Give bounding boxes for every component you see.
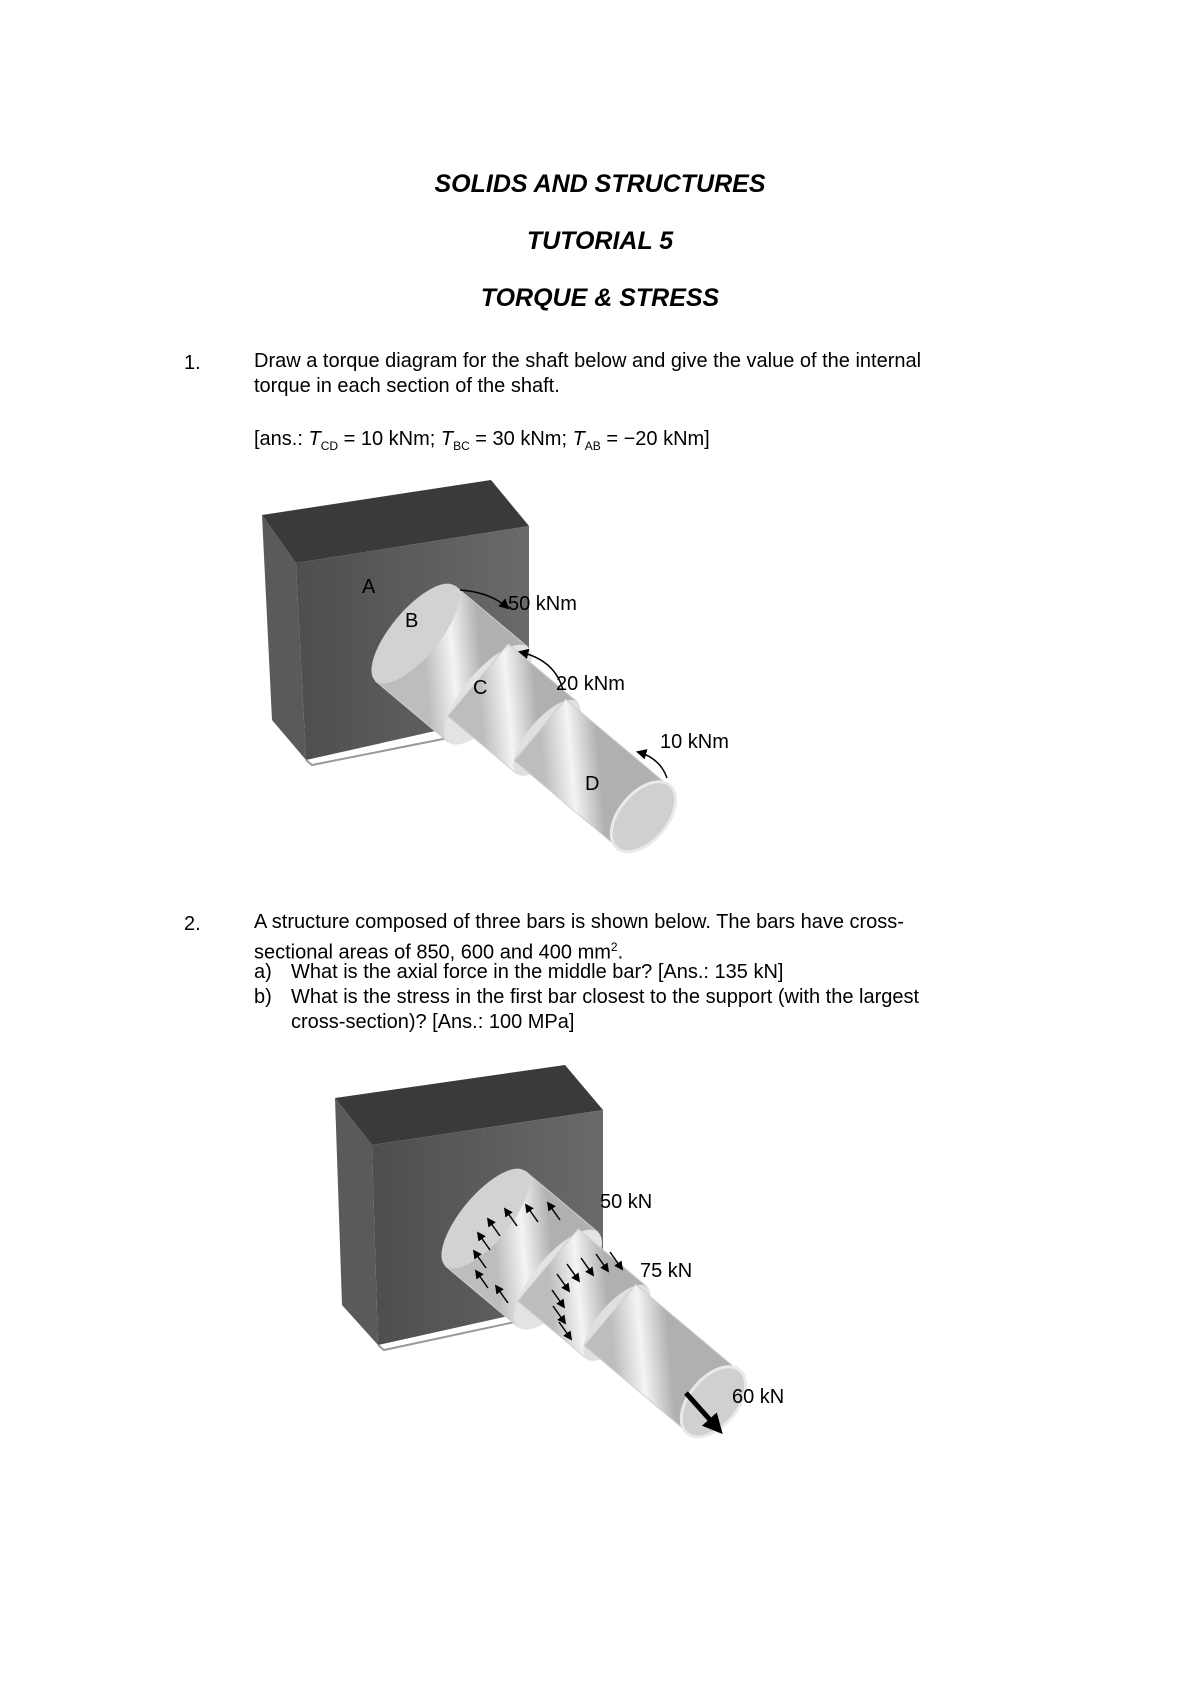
force-label-75: 75 kN — [640, 1260, 693, 1282]
question-2-line-2-end: . — [617, 941, 624, 964]
torque-label-10: 10 kNm — [660, 731, 729, 753]
area-unit-superscript: 2 — [610, 940, 618, 954]
point-label-d: D — [585, 773, 600, 795]
torque-value-bc: = 30 kNm; — [469, 428, 573, 450]
question-2-line-1: A structure composed of three bars is shown below. The bars have cross- — [254, 911, 904, 933]
force-label-50: 50 kN — [600, 1191, 653, 1213]
question-2b-line-2: cross-section)? [Ans.: 100 MPa] — [291, 1011, 575, 1033]
question-2-number: 2. — [184, 913, 201, 935]
question-2b-line-1: What is the stress in the first bar closest to the support (with the largest — [291, 986, 920, 1008]
topic-title: TORQUE & STRESS — [480, 284, 720, 312]
question-2-line-2-text: sectional areas of 850, 600 and 400 mm — [254, 941, 611, 964]
answer-open: [ans.: — [254, 428, 309, 450]
torque-symbol-cd: T — [308, 428, 321, 450]
course-title: SOLIDS AND STRUCTURES — [434, 170, 766, 198]
torque-value-cd: = 10 kNm; — [338, 428, 441, 450]
torque-subscript-cd: CD — [320, 439, 339, 453]
torque-label-20: 20 kNm — [556, 673, 625, 695]
point-label-a: A — [362, 576, 376, 598]
torque-symbol-ab: T — [572, 428, 585, 450]
question-2a-text: What is the axial force in the middle bar? [Ans.: 135 kN] — [291, 961, 784, 983]
force-label-60: 60 kN — [732, 1386, 785, 1408]
point-label-b: B — [405, 610, 419, 632]
torque-subscript-bc: BC — [453, 439, 470, 453]
tutorial-title: TUTORIAL 5 — [526, 227, 674, 255]
question-2a-label: a) — [254, 961, 272, 983]
question-1-line-2: torque in each section of the shaft. — [254, 375, 560, 397]
torque-subscript-ab: AB — [584, 439, 601, 453]
question-1-line-1: Draw a torque diagram for the shaft below and give the value of the internal — [254, 350, 922, 372]
torque-label-50: 50 kNm — [508, 593, 577, 615]
point-label-c: C — [473, 677, 488, 699]
torque-symbol-bc: T — [440, 428, 454, 450]
torque-value-ab: = −20 kNm] — [600, 428, 710, 450]
question-2b-label: b) — [254, 986, 272, 1008]
question-1-number: 1. — [184, 352, 201, 374]
